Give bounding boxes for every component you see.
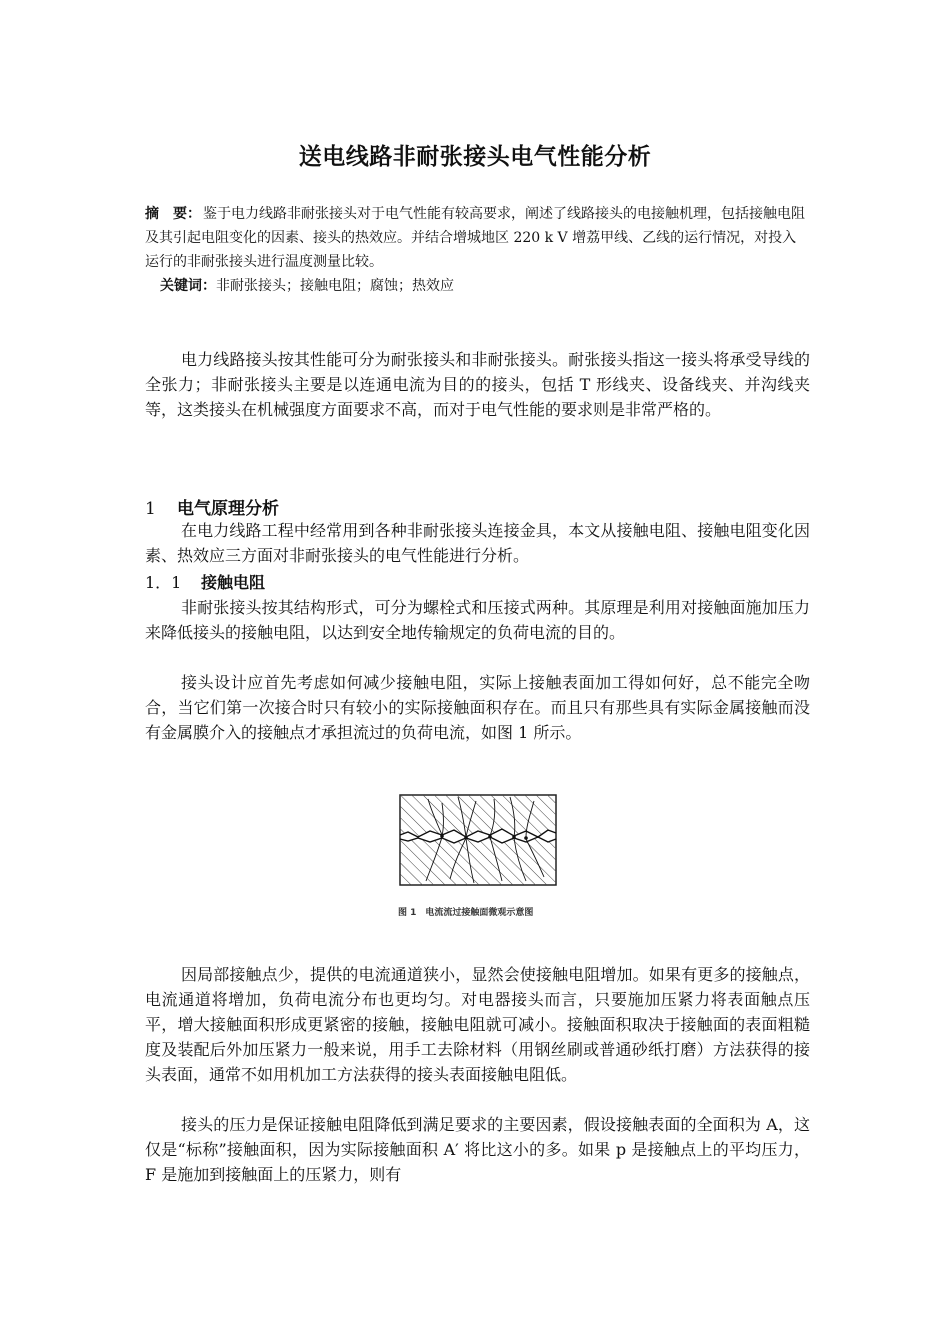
section-1-1-heading — [145, 570, 265, 593]
section-1-number: 1 — [145, 499, 156, 519]
section-1-1-number: 1．1 — [145, 573, 182, 592]
section-1-title: 电气原理分析 — [177, 499, 279, 519]
abstract-text: 鉴于电力线路非耐张接头对于电气性能有较高要求，阐述了线路接头的电接触机理，包括接触电阻及其引起电阻变化的因素、接头的热效应。并结合增城地区 220 k V 增荔甲线、乙线的运行情况，对投入运行的非耐张接头进行温度测量比较。 — [145, 206, 805, 270]
section-1-1-title: 接触电阻 — [201, 573, 266, 592]
contact-surface-figure — [398, 793, 558, 887]
section-1-1-paragraph-4: 接头的压力是保证接触电阻降低到满足要求的主要因素，假设接触表面的全面积为 A，这仅是“标称”接触面积，因为实际接触面积 A′ 将比这小的多。如果 p 是接触点上的平均压力，F 是施加到接触面上的压紧力，则有 — [145, 1115, 810, 1184]
section-1-1-paragraph-2: 接头设计应首先考虑如何减少接触电阻，实际上接触表面加工得如何好，总不能完全吻合，当它们第一次接合时只有较小的实际接触面积存在。而且只有那些具有实际金属接触而没有金属膜介入的接触点才承担流过的负荷电流，如图 1 所示。 — [145, 673, 810, 742]
paper-title: 送电线路非耐张接头电气性能分析 — [298, 144, 652, 170]
abstract — [145, 202, 810, 274]
figure-caption: 图 1 电流流过接触面微观示意图 — [398, 908, 534, 918]
section-1-1-paragraph-3: 因局部接触点少，提供的电流通道狭小，显然会使接触电阻增加。如果有更多的接触点，电流通道将增加，负荷电流分布也更均匀。对电器接头而言，只要施加压紧力将表面触点压平，增大接触面积形成更紧密的接触，接触电阻就可减小。接触面积取决于接触面的表面粗糙度及装配后外加压紧力一般来说，用手工去除材料（用钢丝刷或普通砂纸打磨）方法获得的接头表面，通常不如用机加工方法获得的接头表面接触电阻低。 — [145, 965, 810, 1084]
keywords — [160, 274, 810, 298]
section-1-paragraph: 在电力线路工程中经常用到各种非耐张接头连接金具，本文从接触电阻、接触电阻变化因素、热效应三方面对非耐张接头的电气性能进行分析。 — [145, 521, 810, 565]
abstract-label: 摘 要： — [145, 206, 201, 222]
keywords-label: 关键词： — [160, 278, 216, 294]
section-1-heading — [145, 494, 279, 519]
keywords-text: 非耐张接头；接触电阻；腐蚀；热效应 — [216, 278, 454, 294]
section-1-1-paragraph-1: 非耐张接头按其结构形式，可分为螺栓式和压接式两种。其原理是利用对接触面施加压力来降低接头的接触电阻，以达到安全地传输规定的负荷电流的目的。 — [145, 598, 810, 642]
intro-paragraph: 电力线路接头按其性能可分为耐张接头和非耐张接头。耐张接头指这一接头将承受导线的全张力；非耐张接头主要是以连通电流为目的的接头，包括 T 形线夹、设备线夹、并沟线夹等，这类接头在机械强度方面要求不高，而对于电气性能的要求则是非常严格的。 — [145, 350, 810, 419]
